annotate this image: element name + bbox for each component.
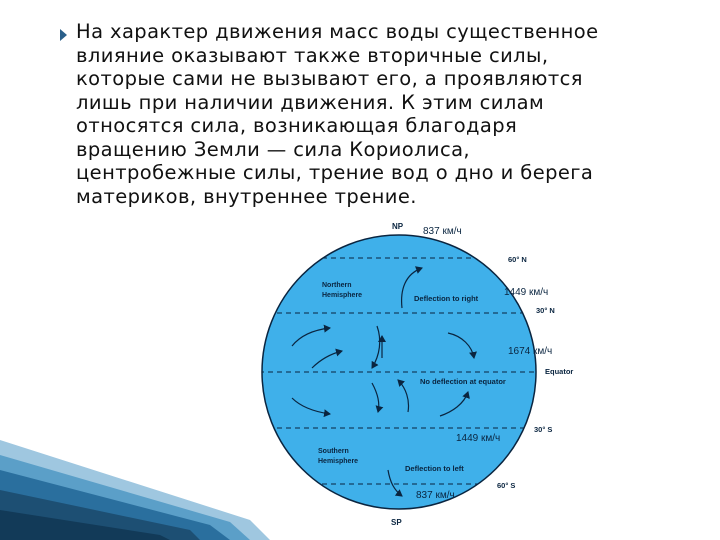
equator-label: Equator	[545, 367, 574, 376]
speed-label-equator: 1674 км/ч	[508, 346, 553, 357]
speed-label-south: 837 км/ч	[416, 490, 455, 501]
latitude-30n-label: 30° N	[536, 306, 555, 315]
latitude-60n-label: 60° N	[508, 255, 527, 264]
paragraph-line: которые сами не вызывают его, а проявляются	[76, 67, 583, 90]
paragraph-line: относятся сила, возникающая благодаря	[76, 114, 518, 137]
decorative-corner-stripes	[0, 440, 270, 540]
speed-label-30n: 1449 км/ч	[504, 287, 549, 298]
speed-label-north: 837 км/ч	[423, 226, 462, 237]
paragraph-line: лишь при наличии движения. К этим силам	[76, 90, 545, 114]
northern-hemisphere-label: Northern Hemisphere	[322, 282, 363, 299]
south-pole-label: SP	[391, 518, 402, 527]
paragraph-line: материков, внутреннее трение.	[76, 184, 417, 208]
deflection-right-label: Deflection to right	[414, 294, 479, 303]
paragraph-line: На характер движения масс воды существенное	[76, 20, 599, 43]
latitude-60s-label: 60° S	[497, 481, 516, 490]
paragraph-line: вращению Земли — сила Кориолиса,	[76, 137, 471, 161]
paragraph-line: центробежные силы, трение вод о дно и берега	[76, 161, 594, 184]
north-pole-label: NP	[392, 222, 404, 231]
paragraph-line: влияние оказывают также вторичные силы,	[76, 43, 549, 67]
no-deflection-label: No deflection at equator	[420, 377, 506, 386]
speed-label-30s: 1449 км/ч	[456, 433, 501, 444]
deflection-left-label: Deflection to left	[405, 464, 464, 473]
southern-hemisphere-label: Southern Hemisphere	[318, 448, 359, 465]
latitude-30s-label: 30° S	[534, 425, 553, 434]
